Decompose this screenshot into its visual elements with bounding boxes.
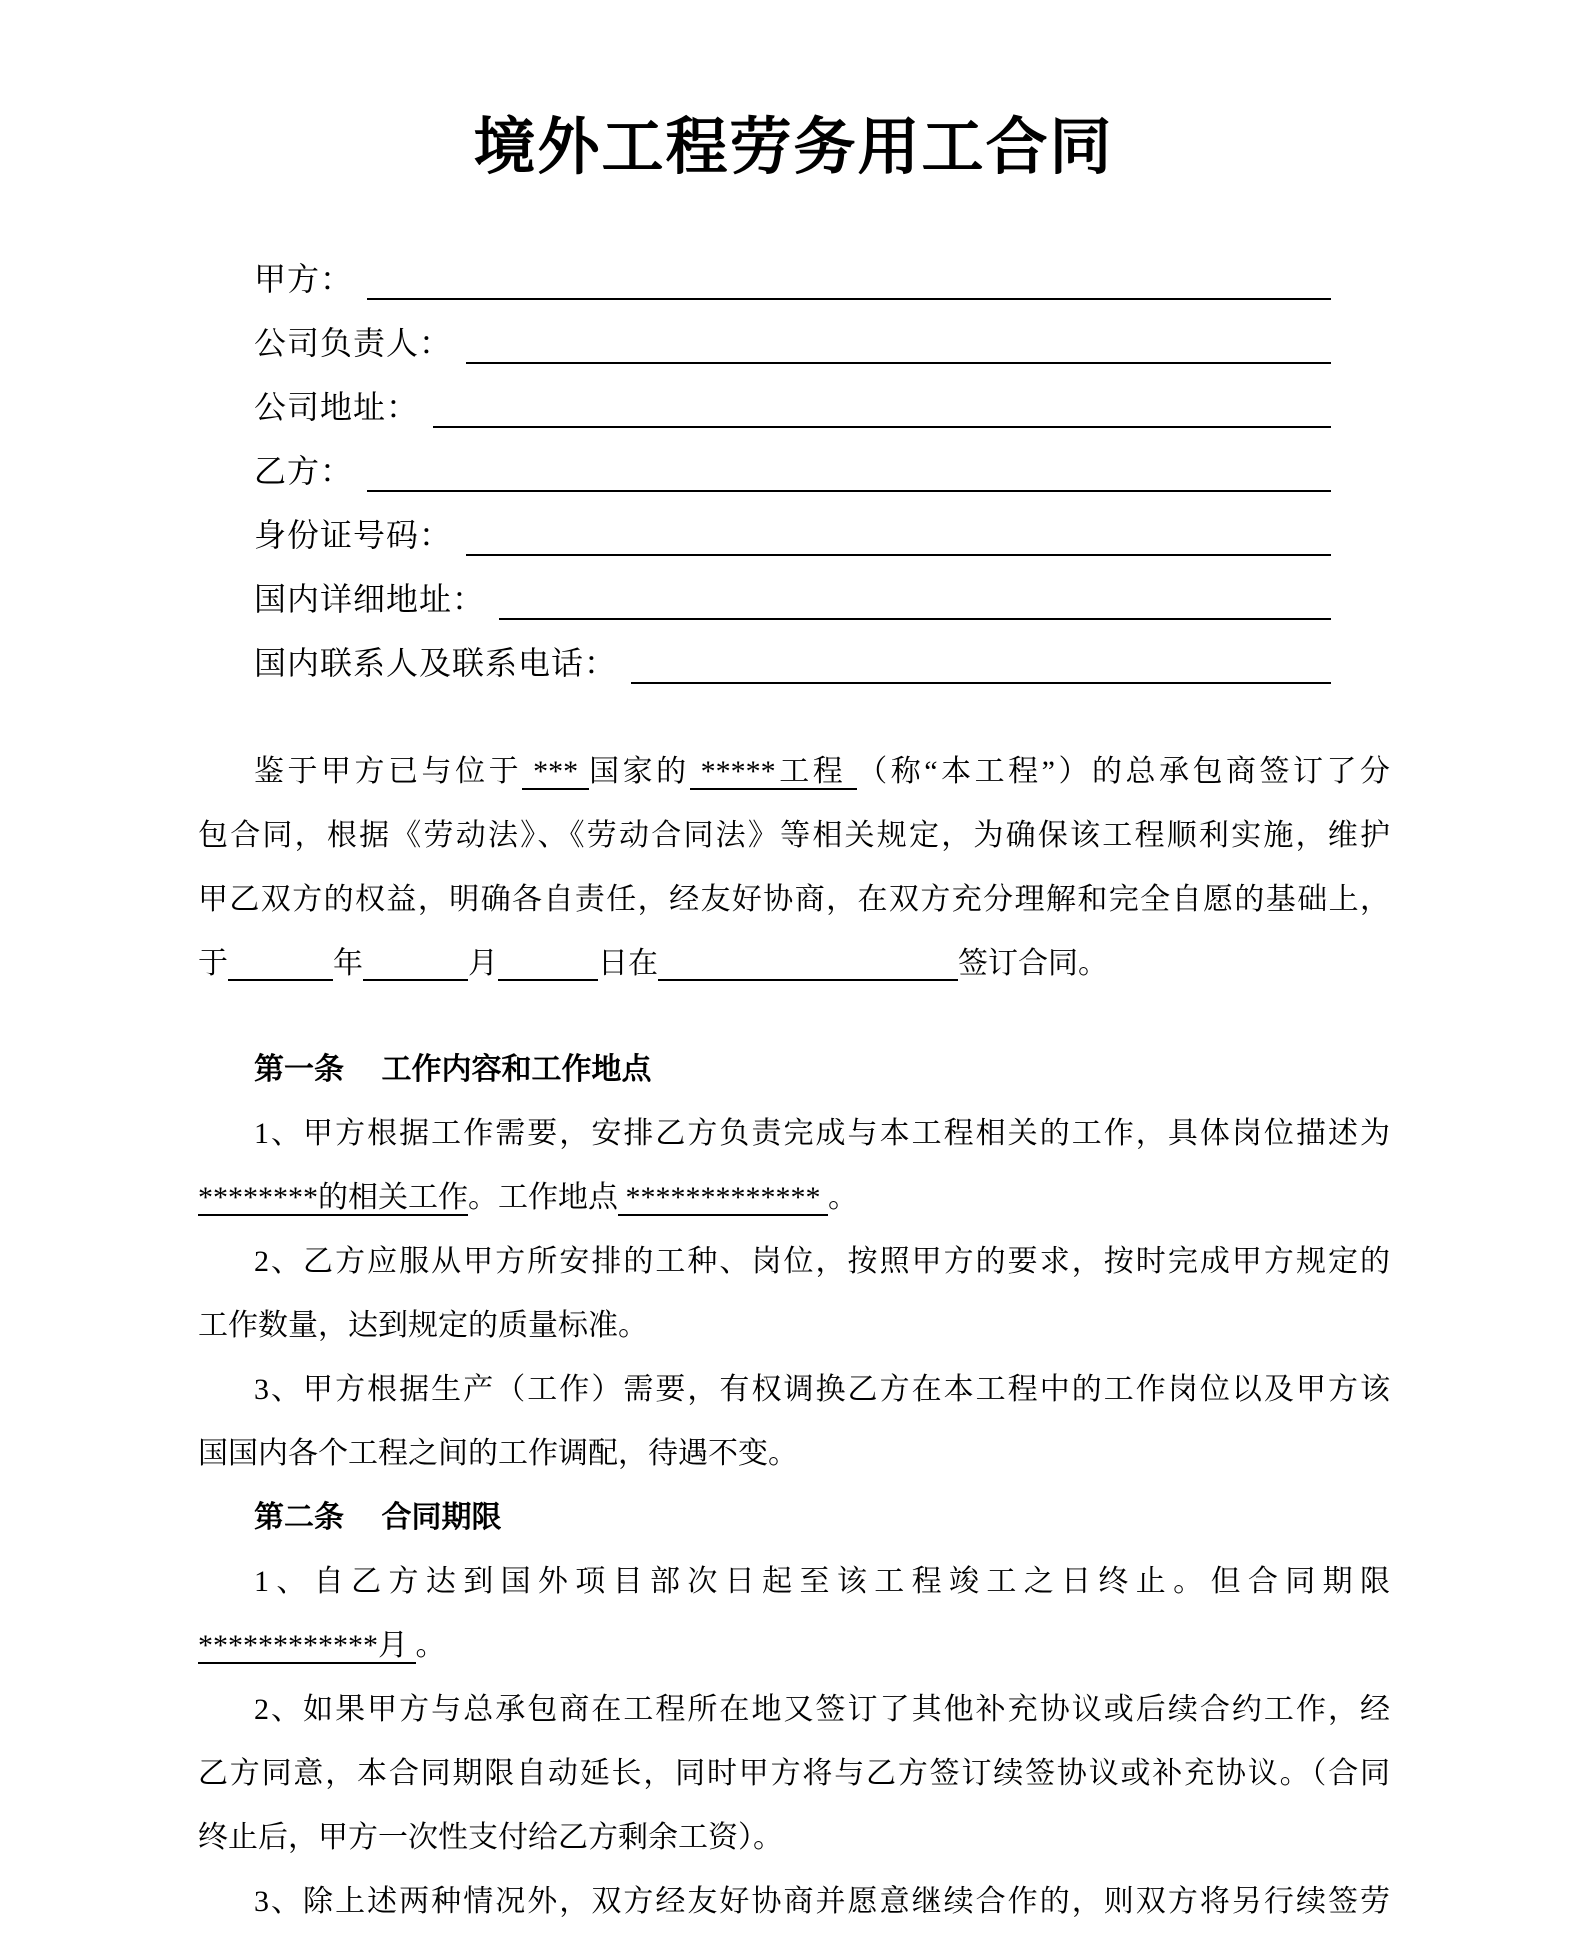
paragraph-gap xyxy=(198,996,1390,1038)
field-label-party-b: 乙方： xyxy=(254,453,354,489)
article-1-clause-1-line-2: ********的相关工作。工作地点 ************* 。 xyxy=(198,1181,858,1214)
field-label-domestic-contact: 国内联系人及联系电话： xyxy=(254,645,618,681)
contract-header-fields xyxy=(254,236,1331,684)
article-2-clause-2-line-3: 终止后，甲方一次性支付给乙方剩余工资）。 xyxy=(198,1821,783,1854)
article-2-clause-2-line-1: 2、如果甲方与总承包商在工程所在地又签订了其他补充协议或后续合约工作，经 xyxy=(254,1693,1390,1726)
document-title: 境外工程劳务用工合同 xyxy=(473,114,1114,182)
field-blank-domestic-address xyxy=(499,618,1331,620)
article-1-heading: 第一条 工作内容和工作地点 xyxy=(254,1053,652,1086)
intro-line-3: 甲乙双方的权益，明确各自责任，经友好协商，在双方充分理解和完全自愿的基础上， xyxy=(198,883,1390,916)
field-row-party-b xyxy=(254,428,1331,492)
field-row-company-manager xyxy=(254,300,1331,364)
field-label-company-manager: 公司负责人： xyxy=(254,325,453,361)
article-2-clause-2-line-2: 乙方同意，本合同期限自动延长，同时甲方将与乙方签订续签协议或补充协议。（合同 xyxy=(198,1757,1390,1790)
article-2-clause-1-line-1: 1、自乙方达到国外项目部次日起至该工程竣工之日终止。但合同期限 xyxy=(254,1565,1390,1598)
field-row-company-address xyxy=(254,364,1331,428)
article-1-clause-3-line-1: 3、甲方根据生产（工作）需要，有权调换乙方在本工程中的工作岗位以及甲方该 xyxy=(254,1373,1390,1406)
field-label-party-a: 甲方： xyxy=(254,261,354,297)
intro-line-2: 包合同，根据《劳动法》、《劳动合同法》等相关规定，为确保该工程顺利实施，维护 xyxy=(198,819,1390,852)
field-blank-company-manager xyxy=(466,362,1331,364)
field-row-party-a xyxy=(254,236,1331,300)
field-blank-party-a xyxy=(367,298,1331,300)
field-label-id-number: 身份证号码： xyxy=(254,517,453,553)
article-1-clause-2-line-1: 2、乙方应服从甲方所安排的工种、岗位，按照甲方的要求，按时完成甲方规定的 xyxy=(254,1245,1390,1278)
field-row-domestic-contact xyxy=(254,620,1331,684)
article-1-clause-2-line-2: 工作数量，达到规定的质量标准。 xyxy=(198,1309,648,1342)
article-2-heading: 第二条 合同期限 xyxy=(254,1501,502,1534)
article-2-clause-3-line-1: 3、除上述两种情况外，双方经友好协商并愿意继续合作的，则双方将另行续签劳 xyxy=(254,1885,1390,1918)
intro-date-place-line: 于 年 月 日在 签订合同。 xyxy=(198,947,1108,980)
field-row-domestic-address xyxy=(254,556,1331,620)
field-blank-id-number xyxy=(466,554,1331,556)
article-2-clause-1-line-2: ************月 。 xyxy=(198,1629,446,1662)
contract-body xyxy=(198,740,1390,1934)
field-row-id-number xyxy=(254,492,1331,556)
field-blank-party-b xyxy=(367,490,1331,492)
article-1-clause-3-line-2: 国国内各个工程之间的工作调配，待遇不变。 xyxy=(198,1437,798,1470)
field-blank-domestic-contact xyxy=(631,682,1331,684)
field-label-domestic-address: 国内详细地址： xyxy=(254,581,486,617)
field-blank-company-address xyxy=(433,426,1331,428)
field-label-company-address: 公司地址： xyxy=(254,389,420,425)
intro-line-1: 鉴于甲方已与位于 *** 国家的 *****工程 （称“本工程”）的总承包商签订了分 xyxy=(254,755,1391,788)
article-1-clause-1-line-1: 1、甲方根据工作需要，安排乙方负责完成与本工程相关的工作，具体岗位描述为 xyxy=(254,1117,1390,1150)
